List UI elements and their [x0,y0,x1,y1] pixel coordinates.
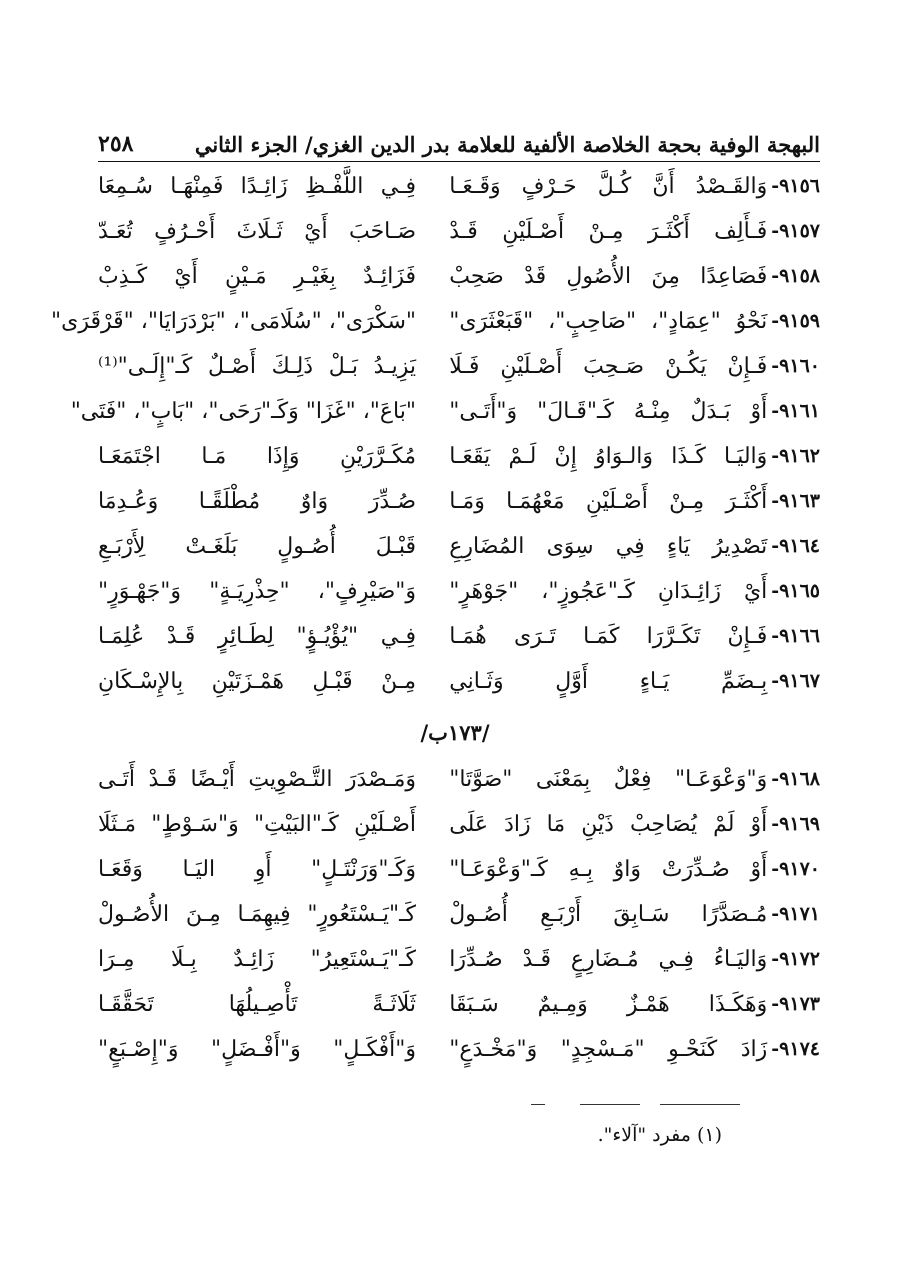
verse-number: ٩١٦٥- [771,580,820,602]
verse-line [98,434,820,479]
verse-line [98,1027,820,1072]
verse-first-hemistich: أَوْ لَمْ يُصَاحِبْ ذَيْنِ مَا زَادَ عَلَى [449,812,768,837]
verse-number: ٩١٦٨- [771,768,820,790]
verse-number: ٩١٥٧- [771,220,820,242]
verse-number: ٩١٦٩- [771,813,820,835]
page-number: ٢٥٨ [98,131,134,157]
verse-first-hemistich: زَادَ كَنَحْـوِ "مَـسْجِدٍ" وَ"مَخْـدَعٍ" [449,1037,768,1062]
verse-second-hemistich: قَبْـلَ أُصُـولٍ بَلَغَـتْ لِأَرْبَـعِ [98,534,416,559]
verse-line [98,659,820,704]
verse-second-hemistich: صُـدِّرَ وَاوٌ مُطْلَقًـا وَعُـدِمَا [98,489,416,514]
verse-second-hemistich: مُكَـرَّرَيْنِ وَإِذَا مَـا اجْتَمَعَـا [98,444,416,469]
verse-second-hemistich: "سَكْرَى"، "سُلَامَى"، "بَرْدَرَايَا"، "قَرْقَرَى" [50,309,416,334]
verse-line [98,614,820,659]
verse-first-hemistich: تَصْدِيرُ يَاءٍ فِي سِوَى المُضَارِعِ [449,534,768,559]
verse-first-hemistich: نَحْوُ "عِمَادٍ"، "صَاحِبٍ"، "قَبَعْثَرَى" [449,309,768,334]
verse-number: ٩١٦٧- [771,670,820,692]
separator-rule [580,1104,640,1105]
verse-line [98,937,820,982]
footnote-separator [470,1104,740,1106]
verse-first-hemistich: فَـإِنْ يَكُـنْ صَـحِبَ أَصْـلَيْنِ فَـلَا [449,354,768,379]
verse-number: ٩١٧٠- [771,858,820,880]
header-title: البهجة الوفية بحجة الخلاصة الألفية للعلامة بدر الدين الغزي/ الجزء الثاني [194,132,820,157]
footnote: (١) مفرد "آلاء". [597,1124,722,1146]
verse-number: ٩١٦٢- [771,445,820,467]
verse-first-hemistich: وَ"وَعْوَعَـا" فِعْلٌ بِمَعْنَى "صَوَّتَا" [449,767,768,792]
verse-line [98,164,820,209]
verse-first-hemistich: أَكْثَـرَ مِـنْ أَصْـلَيْنِ مَعْهُمَـا وَمَـا [449,489,768,514]
verse-second-hemistich: وَ"أَفْكَـلٍ" وَ"أَفْـضَلٍ" وَ"إِصْـبَعٍ" [98,1037,416,1062]
verse-line [98,569,820,614]
verse-second-hemistich: صَـاحَبَ أَيْ ثَـلَاثَ أَحْـرُفٍ تُعَـدّ [98,219,416,244]
verse-first-hemistich: فَـإِنْ تَكَـرَّرَا كَمَـا تَـرَى هُمَـا [449,624,768,649]
verse-second-hemistich: وَمَـصْدَرَ التَّـصْوِيتِ أَيْـضًا قَـدْ أَتَـى [98,767,416,792]
verse-first-hemistich: وَهَكَـذَا هَمْـزٌ وَمِـيمٌ سَـبَقَا [449,992,768,1017]
verse-second-hemistich: ثَلَاثَـةً تَأْصِـيلُهَا تَحَقَّقَـا [98,992,416,1017]
verse-number: ٩١٦٠- [771,355,820,377]
running-header [98,118,820,162]
verse-second-hemistich: كَـ"يَـسْتَعِيرُ" زَائِـدٌ بِـلَا مِـرَا [98,947,416,972]
verse-number: ٩١٦٦- [771,625,820,647]
verse-second-hemistich: يَزِيـدُ بَـلْ ذَلِـكَ أَصْـلٌ كَـ"إِلَـى"⁽¹⁾ [98,354,416,379]
verse-second-hemistich: مِـنْ قَبْـلِ هَمْـزَتَيْنِ بِالإِسْـكَانِ [98,669,416,694]
verse-line [98,757,820,802]
verse-line [50,299,820,344]
verse-line [98,254,820,299]
verse-block-2 [98,757,820,1072]
verse-second-hemistich: فِـي اللَّفْـظِ زَائِـدًا فَمِنْهَـا سُـمِعَا [98,174,416,199]
verse-line [98,892,820,937]
manuscript-folio-marker: /١٧٣ب/ [420,720,490,745]
verse-first-hemistich: وَاليَـاءُ فِـي مُـضَارِعٍ قَـدْ صُـدِّرَا [449,947,768,972]
verse-number: ٩١٦٣- [771,490,820,512]
verse-number: ٩١٧٢- [771,948,820,970]
verse-second-hemistich: وَ"صَيْرِفٍ"، "حِذْرِيَـةٍ" وَ"جَهْـوَرٍ" [98,579,416,604]
verse-line [98,982,820,1027]
verse-line [98,479,820,524]
verse-line [98,344,820,389]
verse-line [70,389,820,434]
verse-first-hemistich: فَصَاعِدًا مِنَ الأُصُولِ قَدْ صَحِبْ [449,264,768,289]
verse-number: ٩١٥٦- [771,175,820,197]
verse-number: ٩١٥٩- [771,310,820,332]
verse-number: ٩١٧٤- [771,1038,820,1060]
verse-second-hemistich: كَـ"يَـسْتَعُورٍ" فِيهِمَـا مِـنَ الأُصُـولْ [98,902,416,927]
verse-first-hemistich: وَاليَـا كَـذَا وَالـوَاوُ إِنْ لَـمْ يَقَعَـا [449,444,768,469]
verse-second-hemistich: "بَاعَ"، "غَزَا" وَكَـ"رَحَى"، "بَابٍ"، "فَتَى" [70,399,416,424]
verse-first-hemistich: أَوْ صُـدِّرَتْ وَاوٌ بِـهِ كَـ"وَعْوَعَـا" [449,857,768,882]
verse-number: ٩١٦٤- [771,535,820,557]
verse-first-hemistich: أَيْ زَائِـدَانِ كَـ"عَجُوزٍ"، "جَوْهَرٍ" [449,579,768,604]
separator-rule [531,1104,545,1105]
verse-number: ٩١٧١- [771,903,820,925]
verse-block-1 [50,164,820,704]
verse-line [98,209,820,254]
verse-number: ٩١٦١- [771,400,820,422]
verse-first-hemistich: أَوْ بَـدَلٌ مِنْـهُ كَـ"قَـالَ" وَ"أَتَـى" [449,399,768,424]
verse-number: ٩١٧٣- [771,993,820,1015]
verse-second-hemistich: أَصْـلَيْنِ كَـ"البَيْتِ" وَ"سَـوْطٍ" مَـثَلَا [98,812,416,837]
verse-line [98,802,820,847]
verse-number: ٩١٥٨- [771,265,820,287]
verse-first-hemistich: فَـأَلِف أَكْثَـرَ مِـنْ أَصْـلَيْنِ قَـدْ [449,219,768,244]
verse-second-hemistich: فِـي "يُؤْيُـؤٍ" لِطَـائِرٍ قَـدْ عُلِمَـا [98,624,416,649]
verse-first-hemistich: مُـصَدَّرًا سَـابِقَ أَرْبَـعِ أُصُـولْ [449,902,768,927]
verse-first-hemistich: بِـضَمِّ يَـاءٍ أَوَّلٍ وَثَـانِي [449,669,768,694]
verse-second-hemistich: فَزَائِـدٌ بِغَيْـرِ مَـيْنٍ أَيْ كَـذِبْ [98,264,416,289]
verse-first-hemistich: وَالقَـصْدُ أَنَّ كُـلَّ حَـرْفٍ وَقَـعَـا [449,174,768,199]
verse-line [98,524,820,569]
separator-rule [660,1104,740,1105]
verse-line [98,847,820,892]
verse-second-hemistich: وَكَـ"وَرَنْتَـلٍ" أَوِ اليَـا وَقَعَـا [98,857,416,882]
